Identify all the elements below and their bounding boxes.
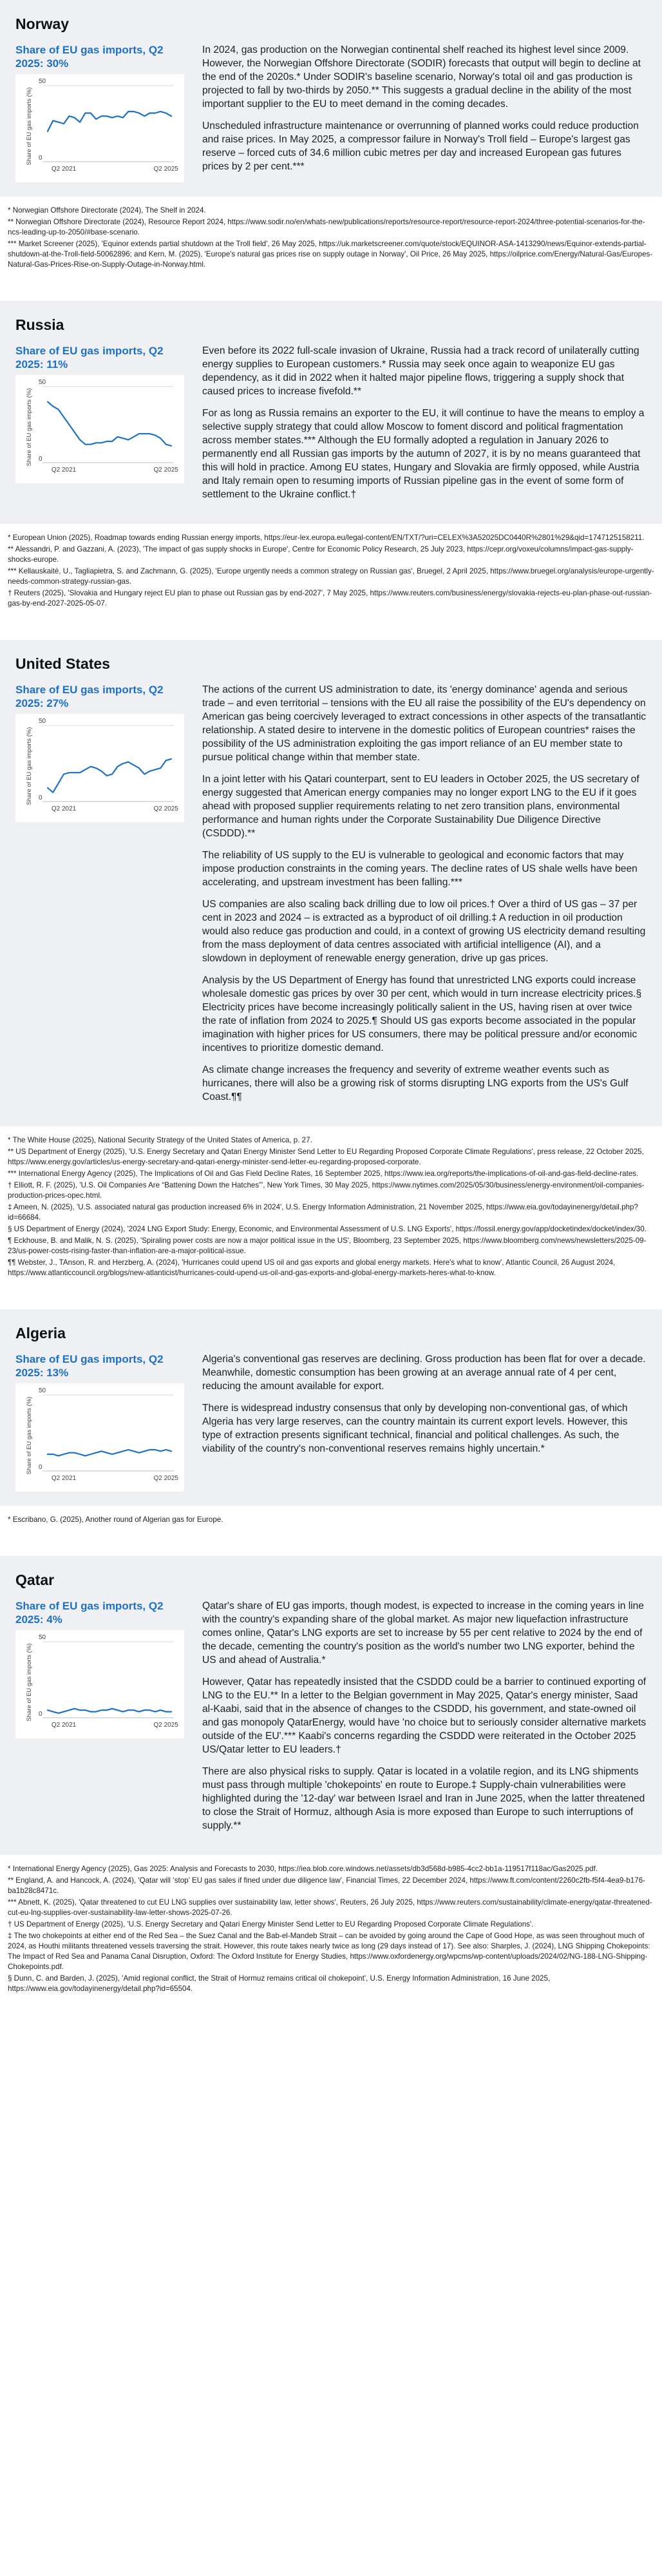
body-paragraph: In 2024, gas production on the Norwegian continental shelf reached its highest level since 2009. However, the Norwegian Offshore Directorate (SODIR) forecasts that output will begin to decline at the end of the 2020s.* Under SODIR's baseline scenario, Norway's total oil and gas production is projected to fall by two-thirds by 2050.** This suggests a gradual decline in the ability of the most important supplier to the EU to meet demand in the coming decades. <box>202 44 641 110</box>
footnote: * Norwegian Offshore Directorate (2024), The Shelf in 2024. <box>8 206 206 215</box>
y-axis-label: Share of EU gas imports (%) <box>26 87 33 166</box>
y-tick-label: 0 <box>39 456 43 463</box>
y-axis-label: Share of EU gas imports (%) <box>26 388 33 466</box>
body-paragraph: Qatar's share of EU gas imports, though modest, is expected to increase in the coming years in line with the country's expanding share of the global market. As major new liquefaction infrastructure comes online, Qatar's LNG exports are set to increase by 55 per cent relative to 2024 by the end of the decade, cementing the country's position as the world's number two LNG exporter, behind the US and ahead of Australia.* <box>202 1600 644 1666</box>
chart-column <box>15 683 184 1112</box>
footnote: *** Market Screener (2025), 'Equinor extends partial shutdown at the Troll field', 26 May 2025, https://uk.marketscreener.com/quote/stock/EQUINOR-ASA-1413290/news/Equinor-extends-partial-shutdown-at-the-Troll-field-50062896; and Kern, M. (2025), 'Europe's natural gas prices rise on supply outage in Norway', Oil Price, 26 May 2025, https://oilprice.com/Energy/Natural-Gas/Europes-Natural-Gas-Prices-Rise-on-Supply-Outage-in-Norway.html. <box>8 240 653 269</box>
y-axis-label: Share of EU gas imports (%) <box>26 727 33 805</box>
body-paragraph: Even before its 2022 full-scale invasion of Ukraine, Russia had a track record of unilaterally cutting energy supplies to European customers.* Russia may seek once again to weaponize EU gas dependency, as it did in 2022 when it halted major pipeline flows, triggering a supply shock that caused prices to increase fivefold.** <box>202 345 639 397</box>
series-line <box>48 111 171 131</box>
y-tick-label: 0 <box>39 1711 43 1718</box>
section-body <box>202 344 647 510</box>
series-line <box>48 1709 171 1713</box>
y-axis-label: Share of EU gas imports (%) <box>26 1643 33 1722</box>
body-paragraph: Algeria's conventional gas reserves are declining. Gross production has been flat for over a decade. Meanwhile, domestic consumption has been growing at an average annual rate of 4 per cent, reducing the amount available for export. <box>202 1354 646 1392</box>
body-paragraph: Analysis by the US Department of Energy has found that unrestricted LNG exports could increase wholesale domestic gas prices by over 30 per cent, which would in turn increase electricity prices.§ Electricity prices have become increasingly politically salient in the US, having risen at over twice the rate of inflation from 2024 to 2025.¶ Should US gas exports become associated in the popular imagination with higher prices for US consumers, there may be political pressure and/or economic incentives to prioritize domestic demand. <box>202 975 642 1053</box>
share-chart <box>15 1630 184 1738</box>
chart-column <box>15 43 184 182</box>
share-chart <box>15 714 184 822</box>
footnotes <box>0 1855 662 2008</box>
y-tick-label: 50 <box>39 78 46 85</box>
footnotes <box>0 524 662 623</box>
share-label: Share of EU gas imports, Q2 2025: 13% <box>15 1353 164 1379</box>
series-line <box>48 1450 171 1456</box>
footnote: * European Union (2025), Roadmap towards ending Russian energy imports, https://eur-lex.europa.eu/legal-content/EN/TXT/?uri=CELEX%3A52025DC0440R%2801%29&qid=1747125158211. <box>8 533 645 542</box>
footnotes <box>0 1126 662 1293</box>
share-chart <box>15 74 184 182</box>
country-title: Norway <box>15 15 70 32</box>
x-tick-label: Q2 2025 <box>153 166 178 173</box>
footnote: ** Norwegian Offshore Directorate (2024), Resource Report 2024, https://www.sodir.no/en/whats-new/publications/reports/resource-report/resource-report-2024/three-potential-scenarios-for-the-ncs-leading-up-to-2050/#base-scenario. <box>8 218 645 236</box>
series-line <box>48 759 171 793</box>
share-label: Share of EU gas imports, Q2 2025: 27% <box>15 684 164 709</box>
share-label: Share of EU gas imports, Q2 2025: 4% <box>15 1600 164 1626</box>
country-section <box>0 1309 662 1506</box>
footnote: † US Department of Energy (2025), 'U.S. Energy Secretary and Qatari Energy Minister Send Letter to EU Regarding Proposed Corporate Climate Regulations'. <box>8 1920 534 1928</box>
body-paragraph: In a joint letter with his Qatari counterpart, sent to EU leaders in October 2025, the US secretary of energy suggested that American energy companies may no longer export LNG to the EU if it goes ahead with proposed supplier requirements relating to net zero transition plans, environmental performance and human rights under the Corporate Sustainability Due Diligence Directive (CSDDD).** <box>202 774 639 839</box>
section-body <box>202 43 647 182</box>
section-row <box>15 43 647 182</box>
country-title: Russia <box>15 316 64 333</box>
chart-column <box>15 344 184 510</box>
section-row <box>15 1599 647 1841</box>
body-paragraph: There are also physical risks to supply. Qatar is located in a volatile region, and its LNG shipments must pass through multiple 'chokepoints' en route to Europe.‡ Supply-chain vulnerabilities were highlighted during the '12-day' war between Israel and Iran in June 2025, when the latter threatened to close the Strait of Hormuz, although Asia is more exposed than Europe to such interruptions of supply.** <box>202 1766 645 1831</box>
footnote: *** Abnett, K. (2025), 'Qatar threatened to cut EU LNG supplies over sustainability law, letter shows', Reuters, 26 July 2025, https://www.reuters.com/sustainability/climate-energy/qatar-threatened-cut-eu-lng-supplies-over-sustainability-law-letter-shows-2025-07-26. <box>8 1898 652 1917</box>
footnote: § Dunn, C. and Barden, J. (2025), 'Amid regional conflict, the Strait of Hormuz remains critical oil chokepoint', U.S. Energy Information Administration, 16 June 2025, https://www.eia.gov/todayinenergy/detail.php?id=65504. <box>8 1974 551 1993</box>
country-section <box>0 0 662 197</box>
body-paragraph: The reliability of US supply to the EU is vulnerable to geological and economic factors that may impose production constraints in the coming years. The decline rates of US shale wells have been accelerating, and upstream investment has been falling.*** <box>202 850 638 888</box>
line-chart <box>15 375 184 483</box>
footnote: † Elliott, R. F. (2025), 'U.S. Oil Companies Are “Battening Down the Hatches”', New York Times, 30 May 2025, https://www.nytimes.com/2025/05/30/business/energy-environment/oil-companies-production-prices-opec.html. <box>8 1181 645 1200</box>
y-tick-label: 0 <box>39 794 43 802</box>
section-spacer <box>0 1293 662 1309</box>
footnote: ‡ Ameen, N. (2025), 'U.S. associated natural gas production increased 6% in 2024', U.S. Energy Information Administration, 21 November 2025, https://www.eia.gov/todayinenergy/detail.php?id=66684. <box>8 1203 638 1222</box>
body-paragraph: As climate change increases the frequency and severity of extreme weather events such as hurricanes, there will also be a growing risk of storms disrupting LNG exports from the US's Gulf Coast.¶¶ <box>202 1064 629 1102</box>
share-chart <box>15 375 184 483</box>
footnotes <box>0 197 662 284</box>
footnote: § US Department of Energy (2024), '2024 LNG Export Study: Energy, Economic, and Environmental Assessment of U.S. LNG Exports', https://fossil.energy.gov/app/docketindex/docket/index/30. <box>8 1225 647 1233</box>
footnote: * Escribano, G. (2025), Another round of Algerian gas for Europe. <box>8 1515 223 1524</box>
country-section <box>0 301 662 524</box>
footnote: ¶ Eckhouse, B. and Malik, N. S. (2025), 'Spiraling power costs are now a major political issue in the US', Bloomberg, 23 September 2025, https://www.bloomberg.com/news/newsletters/2025-09-23/us-power-costs-rising-faster-than-inflation-are-a-major-political-issue. <box>8 1236 647 1255</box>
line-chart <box>15 1383 184 1492</box>
body-paragraph: The actions of the current US administration to date, its 'energy dominance' agenda and serious trade – and even territorial – tensions with the EU all raise the possibility of the EU's dependency on American gas being coercively leveraged to extract concessions in other aspects of the transatlantic relationship. A stated desire to intervene in the domestic politics of European countries* raises the possibility of the US administration exploiting the gas import reliance of an EU member state to pursue political change within that member state. <box>202 684 647 763</box>
section-row <box>15 1352 647 1492</box>
share-label: Share of EU gas imports, Q2 2025: 11% <box>15 345 164 370</box>
chart-column <box>15 1599 184 1841</box>
body-paragraph: US companies are also scaling back drilling due to low oil prices.† Over a third of US gas – 37 per cent in 2023 and 2024 – is extracted as a byproduct of oil drilling.‡ A reduction in oil production would also reduce gas production and could, in a context of growing US electricity demand resulting from the mass deployment of data centres associated with artificial intelligence (AI), and a slowdown in deployment of renewable energy generation, drive up gas prices. <box>202 899 646 964</box>
footnote: † Reuters (2025), 'Slovakia and Hungary reject EU plan to phase out Russian gas by end-2027', 7 May 2025, https://www.reuters.com/business/energy/slovakia-rejects-eu-plan-phase-out-russian-gas-by-end-2027-2025-05-07. <box>8 589 652 608</box>
footnote: *** International Energy Agency (2025), The Implications of Oil and Gas Field Decline Rates, 16 September 2025, https://www.iea.org/reports/the-implications-of-oil-and-gas-field-decline-rates. <box>8 1169 639 1178</box>
y-axis-label: Share of EU gas imports (%) <box>26 1396 33 1475</box>
body-paragraph: Unscheduled infrastructure maintenance or overrunning of planned works could reduce production and raise prices. In May 2025, a compressor failure in Norway's Troll field – Europe's largest gas reserve – forced cuts of 34.6 million cubic metres per day and increased European gas futures prices by 2 per cent.*** <box>202 120 639 172</box>
y-tick-label: 0 <box>39 1464 43 1471</box>
x-tick-label: Q2 2025 <box>153 1722 178 1729</box>
footnote: ‡ The two chokepoints at either end of the Red Sea – the Suez Canal and the Bab-el-Mandeb Strait – can be avoided by going around the Cape of Good Hope, as was seen throughout much of 2024, as Houthi militants threatened vessels traversing the strait. However, this route takes nearly twice as long (29 days instead of 17). See also: Sharples, J. (2024), LNG Shipping Chokepoints: The Impact of Red Sea and Panama Canal Disruption, Oxford: The Oxford Institute for Energy Studies, https://www.oxfordenergy.org/wpcms/wp-content/uploads/2024/02/NG-188-LNG-Shipping-Chokepoints.pdf. <box>8 1932 650 1971</box>
footnote: *** Kellauskaité, U., Tagliapietra, S. and Zachmann, G. (2025), 'Europe urgently needs a common strategy on Russian gas', Bruegel, 2 April 2025, https://www.bruegel.org/analysis/europe-urgently-needs-common-strategy-russian-gas. <box>8 567 654 586</box>
x-tick-label: Q2 2021 <box>51 1475 77 1482</box>
footnote: ** US Department of Energy (2025), 'U.S. Energy Secretary and Qatari Energy Minister Send Letter to EU Regarding Proposed Corporate Climate Regulations', press release, 22 October 2025, https://www.energy.gov/articles/us-energy-secretary-and-qatari-energy-minister-send-letter-eu-regarding-proposed-corporate. <box>8 1148 644 1166</box>
body-paragraph: There is widespread industry consensus that only by developing non-conventional gas, of which Algeria has very large reserves, can the country maintain its current export levels. However, this type of extraction presents significant technical, financial and political challenges. As such, the viability of the country's non-conventional reserves remains highly uncertain.* <box>202 1403 628 1454</box>
section-row <box>15 683 647 1112</box>
footnote: ** Alessandri, P. and Gazzani, A. (2023), 'The impact of gas supply shocks in Europe', Centre for Economic Policy Research, 25 July 2023, https://cepr.org/voxeu/columns/impact-gas-supply-shocks-europe. <box>8 545 634 564</box>
share-label: Share of EU gas imports, Q2 2025: 30% <box>15 44 164 70</box>
line-chart <box>15 74 184 182</box>
section-spacer <box>0 623 662 640</box>
footnote: * The White House (2025), National Security Strategy of the United States of America, p. 27. <box>8 1136 312 1144</box>
section-body <box>202 683 647 1112</box>
y-tick-label: 50 <box>39 1387 46 1394</box>
line-chart <box>15 1630 184 1738</box>
x-tick-label: Q2 2025 <box>153 466 178 474</box>
x-tick-label: Q2 2021 <box>51 166 77 173</box>
series-line <box>48 402 171 446</box>
section-spacer <box>0 284 662 301</box>
section-body <box>202 1352 647 1492</box>
x-tick-label: Q2 2021 <box>51 805 77 812</box>
footnote: ** England, A. and Hancock, A. (2024), 'Qatar will ‘stop’ EU gas sales if fined under due diligence law', Financial Times, 22 December 2024, https://www.ft.com/content/2260c2fb-f5f4-4ea9-b176-ba1b28c8471c. <box>8 1876 646 1895</box>
y-tick-label: 50 <box>39 1634 46 1641</box>
line-chart <box>15 714 184 822</box>
x-tick-label: Q2 2021 <box>51 466 77 474</box>
body-paragraph: For as long as Russia remains an exporter to the EU, it will continue to have the means to employ a selective supply strategy that could allow Moscow to foment discord and political fragmentation across member states.*** Although the EU formally adopted a regulation in January 2026 to permanently end all Russian gas imports by the autumn of 2027, it is by no means guaranteed that this will hold in practice. Among EU states, Hungary and Slovakia are firmly opposed, while Austria and Italy remain open to resuming imports of Russian pipeline gas in the event of some form of settlement to the Ukraine conflict.† <box>202 408 645 500</box>
footnote: * International Energy Agency (2025), Gas 2025: Analysis and Forecasts to 2030, https://iea.blob.core.windows.net/assets/db3d568d-b985-4cc2-bb1a-119517f118ac/Gas2025.pdf. <box>8 1865 598 1873</box>
y-tick-label: 0 <box>39 155 43 162</box>
y-tick-label: 50 <box>39 718 46 725</box>
footnote: ¶¶ Webster, J., TAnson, R. and Herzberg, A. (2024), 'Hurricanes could upend US oil and gas exports and global energy markets. Here's what to know', Atlantic Council, 26 August 2024, https://www.atlanticcouncil.org/blogs/new-atlanticist/hurricanes-could-upend-us-oil-and-gas-exports-and-global-energy-markets-heres-what-to-know. <box>8 1258 616 1277</box>
section-body <box>202 1599 647 1841</box>
country-section <box>0 1556 662 1855</box>
chart-column <box>15 1352 184 1492</box>
section-row <box>15 344 647 510</box>
section-spacer <box>0 1539 662 1556</box>
footnotes <box>0 1506 662 1539</box>
x-tick-label: Q2 2025 <box>153 805 178 812</box>
body-paragraph: However, Qatar has repeatedly insisted that the CSDDD could be a barrier to continued exporting of LNG to the EU.** In a letter to the Belgian government in May 2025, Qatar's energy minister, Saad al-Kaabi, said that in the absence of changes to the CSDDD, his government, and state-owned oil and gas monopoly QatarEnergy, would have 'no choice but to seriously consider alternative markets outside of the EU'.*** Kaabi's concerns regarding the CSDDD were reiterated in the October 2025 US/Qatar letter to EU leaders.† <box>202 1677 647 1755</box>
share-chart <box>15 1383 184 1492</box>
country-title: United States <box>15 655 110 672</box>
country-title: Algeria <box>15 1325 66 1341</box>
x-tick-label: Q2 2021 <box>51 1722 77 1729</box>
x-tick-label: Q2 2025 <box>153 1475 178 1482</box>
y-tick-label: 50 <box>39 379 46 386</box>
country-section <box>0 640 662 1126</box>
country-title: Qatar <box>15 1572 55 1588</box>
